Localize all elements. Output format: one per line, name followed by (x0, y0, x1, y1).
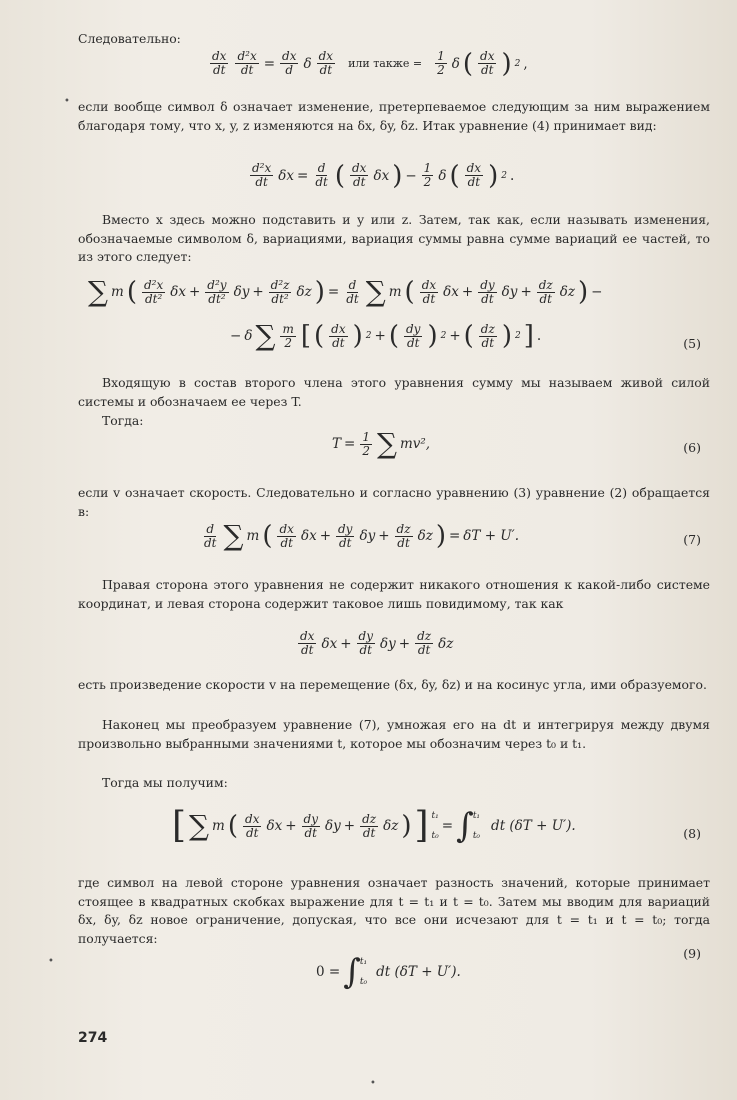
equation-5-line-2: − δ ∑ m 2 [ ( dx dt ) 2 + ( dy dt ) 2 + ( dz dt ) 2 ] . (230, 319, 542, 352)
paragraph-3: Вместо x здесь можно подставить и y или z. Затем, так как, если называть изменения, обозначаемые символом δ, вариациями, вариация суммы равна сумме вариаций ее частей, то из этого следует: (78, 212, 710, 265)
paragraph-1: Следовательно: (78, 31, 181, 46)
margin-dot: • (64, 96, 70, 107)
equation-7: d dt ∑ m ( dx dt δx + $\frac{dy}{dt}$ δy + $\frac{dz}{dt}$ δz ) = δT + U′. (204, 519, 520, 552)
equation-number-5: (5) (683, 336, 701, 351)
paragraph-4: Входящую в состав второго члена этого уравнения сумму мы называем живой силой системы и обозначаем ее через T. (78, 375, 710, 409)
paragraph-10: Тогда мы получим: (102, 775, 228, 790)
margin-dot: • (370, 1078, 376, 1089)
equation-scalar-product: dx dt δx + $\frac{dy}{dt}$ δy + $\frac{dz}{dt}$ δz (300, 629, 454, 657)
equation-number-8: (8) (683, 826, 701, 841)
equation-6: T = $\frac{1}{2}$ ∑ mv², (332, 427, 431, 460)
equation-number-6: (6) (683, 440, 701, 455)
equation-number-9: (9) (683, 946, 701, 961)
margin-dot: • (48, 956, 54, 967)
equation-4-transformed: d²x dt δx = $\frac{d}{dt}$ ( dx dt δx ) − $\frac{1}{2}$ δ ( dx dt ) 2 . (252, 160, 515, 191)
equation-number-7: (7) (683, 532, 701, 547)
paragraph-6: если v означает скорость. Следовательно и согласно уравнению (3) уравнение (2) обращается в: (78, 485, 710, 519)
equation-9: 0 = ∫ t₁ t₀ dt (δT + U′). (316, 952, 461, 992)
page-number: 274 (78, 1030, 108, 1046)
equation-velocity-variation: dx dt $\frac{\text{d²x}}{dt}$ = $\frac{dx}{d}$ δ dx dt или также = $\frac{1}{2}$ δ ( dx dt ) 2 , (212, 48, 528, 79)
paragraph-5: Тогда: (102, 413, 144, 428)
equation-8: [ ∑ m ( dx dt δx + $\frac{dy}{dt}$ δy + $\frac{dz}{dt}$ δz ) ] t₁ t₀ = ∫ t₁ t₀ dt (δT + U′). (172, 805, 576, 846)
equation-5-line-1: ∑ m ( d²x dt² δx + $\frac{\text{d²y}}{\text{dt²}}$ δy + $\frac{\text{d²z}}{\text{dt²}}$ δz ) = $\frac{d}{dt}$ ∑ m ( dx dt δx + $\frac{dy}{dt}$ δy + $\frac{dz}{dt}$ δz ) − (88, 275, 603, 308)
paragraph-7: Правая сторона этого уравнения не содержит никакого отношения к какой-либо системе координат, и левая сторона содержит таковое лишь повидимому, так как (78, 577, 710, 611)
paragraph-9: Наконец мы преобразуем уравнение (7), умножая его на dt и интегрируя между двумя произвольно выбранными значениями t, которое мы обозначим через t₀ и t₁. (78, 717, 710, 751)
paragraph-8: есть произведение скорости v на перемещение (δx, δy, δz) и на косинус угла, ими образуемого. (78, 677, 707, 692)
paragraph-2: если вообще символ δ означает изменение, претерпеваемое следующим за ним выражением благодаря тому, что x, y, z изменяются на δx, δy, δz. Итак уравнение (4) принимает вид: (78, 99, 710, 133)
paragraph-11: где символ на левой стороне уравнения означает разность значений, которые принимает стоящее в квадратных скобках выражение для t = t₁ и t = t₀. Затем мы вводим для вариаций δx, δy, δz новое ограничение, допуская, что все они исчезают для t = t₁ и t = t₀; тогда получается: (78, 875, 710, 946)
